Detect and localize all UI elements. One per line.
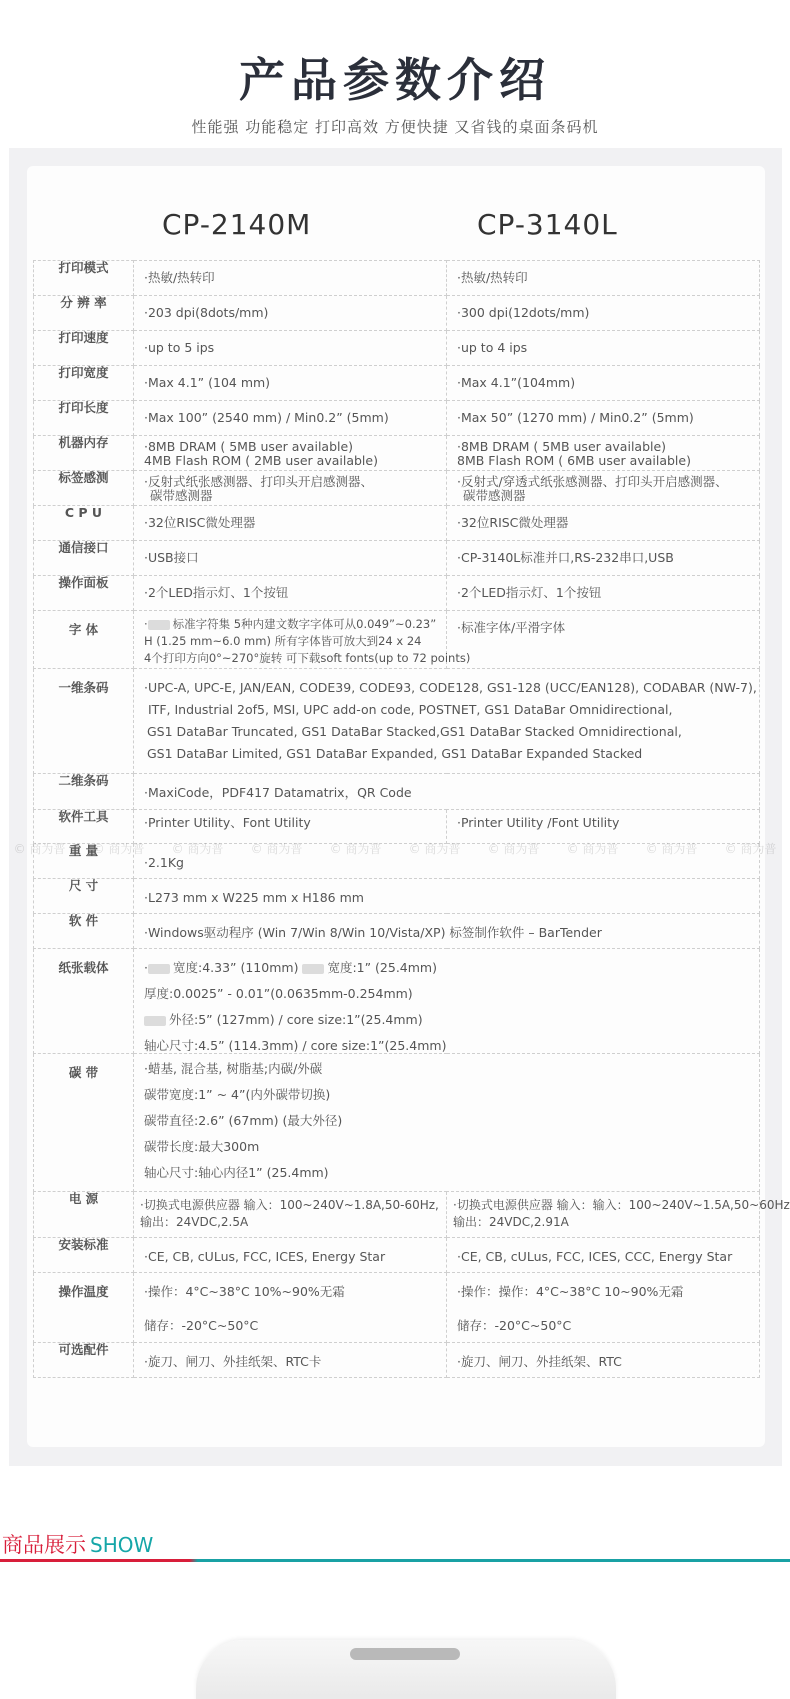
spec-value-a [134, 1273, 447, 1343]
spec-row-label-sensor [34, 471, 760, 506]
spec-row-memory [34, 436, 760, 471]
spec-row-temperature [34, 1273, 760, 1343]
spec-value-b: ·300 dpi(12dots/mm) [447, 296, 760, 331]
spec-line: GS1 DataBar Limited, GS1 DataBar Expanded, GS1 DataBar Expanded Stacked [147, 746, 643, 761]
spec-line: ·切换式电源供应器 输入：100~240V~1.8A,50-60Hz, [140, 1198, 439, 1212]
product-image [196, 1640, 616, 1699]
watermark: © 商为普 [645, 842, 698, 856]
watermark: © 商为普 [92, 842, 145, 856]
watermark: © 商为普 [329, 842, 382, 856]
blurred-text [148, 964, 170, 974]
spec-value-b [447, 1273, 760, 1343]
spec-line: 碳带直径:2.6” (67mm) (最大外径) [144, 1113, 343, 1128]
blurred-text [144, 1016, 166, 1026]
spec-line: · 标准字符集 5种内建文数字字体可从0.049”~0.23” [144, 617, 437, 631]
model-name-a: CP-2140M [162, 208, 312, 241]
spec-value-a: ·Printer Utility、Font Utility [134, 810, 447, 844]
spec-line: 碳带长度:最大300m [144, 1139, 260, 1154]
product-show-header [0, 1525, 790, 1565]
spec-label: 碳 带 [34, 1054, 134, 1192]
spec-row-print-mode [34, 261, 760, 296]
spec-value-b: ·2个LED指示灯、1个按钮 [447, 576, 760, 611]
spec-label: 机器内存 [34, 436, 134, 471]
spec-line: 轴心尺寸:轴心内径1” (25.4mm) [144, 1165, 329, 1180]
spec-label: 纸张载体 [34, 949, 134, 1054]
section-title [2, 1529, 153, 1559]
spec-value-a: ·CE, CB, cULus, FCC, ICES, Energy Star [134, 1238, 447, 1273]
spec-value-b: ·旋刀、闸刀、外挂纸架、RTC [447, 1343, 760, 1378]
model-name-b: CP-3140L [477, 208, 618, 241]
spec-line: ·操作：操作：4°C~38°C 10~90%无霜 [457, 1284, 684, 1299]
blurred-text [148, 620, 170, 630]
spec-row-panel [34, 576, 760, 611]
spec-label: 通信接口 [34, 541, 134, 576]
spec-label: 二维条码 [34, 774, 134, 810]
spec-value-a: ·热敏/热转印 [134, 261, 447, 296]
spec-label: 重 量 [34, 844, 134, 879]
spec-label: 分 辨 率 [34, 296, 134, 331]
spec-line: H (1.25 mm~6.0 mm) 所有字体皆可放大到24 x 24 [144, 634, 422, 648]
spec-line: ·反射式纸张感测器、打印头开启感测器、 [144, 474, 373, 489]
spec-value-a: ·32位RISC微处理器 [134, 506, 447, 541]
spec-row-options [34, 1343, 760, 1378]
spec-row-barcode-2d [34, 774, 760, 810]
watermark: © 商为普 [408, 842, 461, 856]
section-title-cn: 商品展示 [2, 1533, 86, 1557]
product-paper-slot [350, 1648, 460, 1660]
spec-value-b: ·CE, CB, cULus, FCC, ICES, CCC, Energy Star [447, 1238, 760, 1273]
page-header [0, 0, 790, 148]
spec-value: ·Windows驱动程序 (Win 7/Win 8/Win 10/Vista/XP) 标签制作软件 – BarTender [134, 914, 760, 949]
spec-line: ·反射式/穿透式纸张感测器、打印头开启感测器、 [457, 474, 728, 489]
spec-line-text: 宽度:1” (25.4mm) [327, 960, 437, 975]
spec-value-a: ·Max 4.1” (104 mm) [134, 366, 447, 401]
spec-value-b: ·热敏/热转印 [447, 261, 760, 296]
spec-line: 4MB Flash ROM ( 2MB user available) [144, 453, 378, 468]
spec-line-text: 外径:5” (127mm) / core size:1”(25.4mm) [169, 1012, 423, 1027]
spec-row-barcode-1d [34, 669, 760, 774]
spec-line: ·操作：4°C~38°C 10%~90%无霜 [144, 1284, 345, 1299]
spec-label: 打印模式 [34, 261, 134, 296]
watermark: © 商为普 [487, 842, 540, 856]
spec-value [134, 669, 760, 774]
section-title-en: SHOW [90, 1533, 154, 1557]
spec-value-a [134, 436, 447, 471]
spec-label: 一维条码 [34, 669, 134, 774]
spec-value-a [134, 611, 471, 669]
spec-row-cpu [34, 506, 760, 541]
spec-line: GS1 DataBar Truncated, GS1 DataBar Stacked,GS1 DataBar Stacked Omnidirectional, [147, 724, 682, 739]
spec-value [134, 1054, 760, 1192]
spec-label: 尺 寸 [34, 879, 134, 914]
spec-label: 操作面板 [34, 576, 134, 611]
spec-row-resolution [34, 296, 760, 331]
blurred-text [302, 964, 324, 974]
spec-label: 打印宽度 [34, 366, 134, 401]
spec-value: ·MaxiCode，PDF417 Datamatrix，QR Code [134, 774, 760, 810]
spec-value-b: ·32位RISC微处理器 [447, 506, 760, 541]
spec-line [144, 1013, 751, 1027]
spec-row-software [34, 914, 760, 949]
section-divider [0, 1559, 790, 1562]
spec-card [27, 166, 790, 1447]
spec-value-a: ·203 dpi(8dots/mm) [134, 296, 447, 331]
spec-row-software-tools [34, 810, 760, 844]
spec-row-interface [34, 541, 760, 576]
spec-label: 字 体 [34, 611, 134, 669]
spec-row-print-length [34, 401, 760, 436]
spec-value-a: ·USB接口 [134, 541, 447, 576]
spec-line: 轴心尺寸:4.5” (114.3mm) / core size:1”(25.4mm) [144, 1038, 447, 1053]
spec-row-print-speed [34, 331, 760, 366]
spec-value-b [447, 471, 760, 506]
page-subtitle: 性能强 功能稳定 打印高效 方便快捷 又省钱的桌面条码机 [191, 118, 599, 136]
spec-value: ·L273 mm x W225 mm x H186 mm [134, 879, 760, 914]
spec-line: 碳带感测器 [150, 488, 213, 503]
spec-label: 操作温度 [34, 1273, 134, 1343]
spec-line-text: 标准字符集 5种内建文数字字体可从0.049”~0.23” [172, 617, 437, 631]
spec-value-b [447, 436, 760, 471]
spec-value-a [134, 1192, 447, 1238]
spec-line: · 宽度:4.33” (110mm) 宽度:1” (25.4mm) [144, 960, 437, 975]
spec-value-a: ·up to 5 ips [134, 331, 447, 366]
spec-line: 碳带感测器 [463, 488, 526, 503]
spec-label: 打印长度 [34, 401, 134, 436]
watermark: © 商为普 [724, 842, 777, 856]
spec-label: 打印速度 [34, 331, 134, 366]
spec-line: 碳带宽度:1” ~ 4”(内外碳带切换) [144, 1087, 331, 1102]
spec-label: 软 件 [34, 914, 134, 949]
spec-line: 储存：-20°C~50°C [144, 1318, 259, 1333]
spec-row-certifications [34, 1238, 760, 1273]
spec-value-a [134, 471, 447, 506]
spec-row-media [34, 949, 760, 1054]
spec-label: 标签感测 [34, 471, 134, 506]
spec-value-a: ·旋刀、闸刀、外挂纸架、RTC卡 [134, 1343, 447, 1378]
watermark: © 商为普 [171, 842, 224, 856]
spec-line: 4个打印方向0°~270°旋转 可下载soft fonts(up to 72 points) [144, 651, 471, 665]
spec-value-b: ·CP-3140L标准并口,RS-232串口,USB [447, 541, 760, 576]
spec-value-a: ·Max 100” (2540 mm) / Min0.2” (5mm) [134, 401, 447, 436]
spec-line: 输出：24VDC,2.5A [140, 1215, 249, 1229]
spec-row-power [34, 1192, 760, 1238]
watermark: © 商为普 [13, 842, 66, 856]
spec-line: 8MB Flash ROM ( 6MB user available) [457, 453, 691, 468]
spec-line: ·蜡基, 混合基, 树脂基;内碳/外碳 [144, 1061, 323, 1076]
spec-value [134, 949, 760, 1054]
spec-line-text: 宽度:4.33” (110mm) [172, 960, 299, 975]
spec-line: 厚度:0.0025” - 0.01”(0.0635mm-0.254mm) [144, 986, 413, 1001]
spec-label: 电 源 [34, 1192, 134, 1238]
spec-value-b: ·Printer Utility /Font Utility [447, 810, 760, 844]
watermark: © 商为普 [250, 842, 303, 856]
spec-value: ·2.1Kg [134, 844, 760, 879]
spec-row-weight [34, 844, 760, 879]
spec-line: ·UPC-A, UPC-E, JAN/EAN, CODE39, CODE93, CODE128, GS1-128 (UCC/EAN128), CODABAR (NW-7), [144, 680, 757, 695]
spec-value-b: ·Max 50” (1270 mm) / Min0.2” (5mm) [447, 401, 760, 436]
spec-line: ·8MB DRAM ( 5MB user available) [457, 439, 667, 454]
spec-label: C P U [34, 506, 134, 541]
spec-label: 安装标准 [34, 1238, 134, 1273]
page-title: 产品参数介绍 [239, 53, 551, 107]
watermark: © 商为普 [566, 842, 619, 856]
spec-value-b: ·Max 4.1”(104mm) [447, 366, 760, 401]
spec-line: 储存：-20°C~50°C [457, 1318, 572, 1333]
spec-line: 输出：24VDC,2.91A [453, 1215, 569, 1229]
spec-line: ITF, Industrial 2of5, MSI, UPC add-on code, POSTNET, GS1 DataBar Omnidirectional, [148, 702, 673, 717]
spec-row-print-width [34, 366, 760, 401]
spec-label: 可选配件 [34, 1343, 134, 1378]
spec-value-b [447, 1192, 790, 1238]
spec-row-ribbon [34, 1054, 760, 1192]
spec-line: ·切换式电源供应器 输入：输入：100~240V~1.5A,50~60Hz [453, 1198, 790, 1212]
spec-row-fonts [34, 611, 760, 669]
spec-value-a: ·2个LED指示灯、1个按钮 [134, 576, 447, 611]
spec-label: 软件工具 [34, 810, 134, 844]
spec-row-dimensions [34, 879, 760, 914]
spec-value-b: ·up to 4 ips [447, 331, 760, 366]
spec-table [33, 260, 790, 1378]
spec-panel [9, 148, 790, 1466]
spec-value-b: ·标准字体/平滑字体 [447, 611, 760, 669]
spec-line: ·8MB DRAM ( 5MB user available) [144, 439, 354, 454]
